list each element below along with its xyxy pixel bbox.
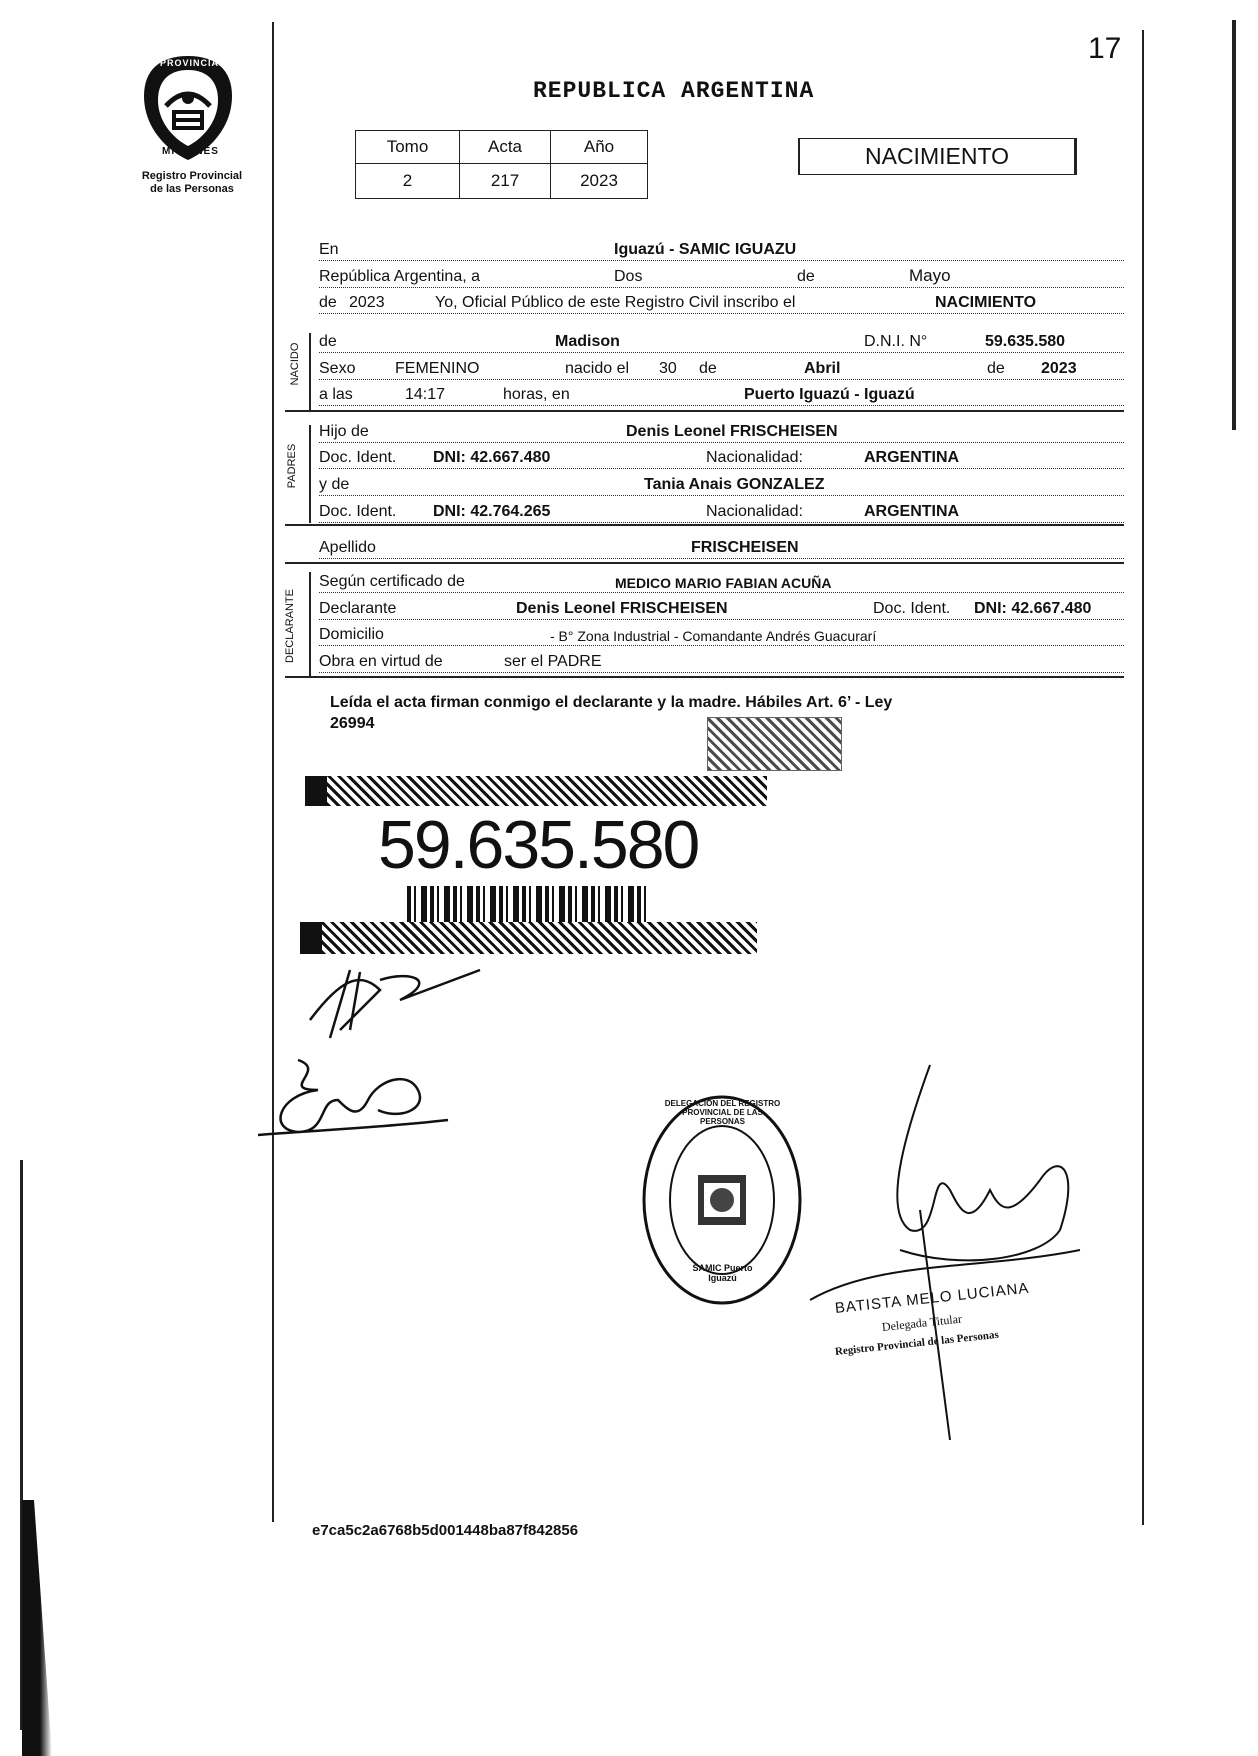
barcode-number: 59.635.580 xyxy=(378,807,699,883)
birth-day: 30 xyxy=(659,360,677,377)
row-hora xyxy=(319,383,1124,406)
official-signature xyxy=(760,1060,1120,1440)
row-mother-doc xyxy=(319,500,1124,523)
nacido-de-label: de xyxy=(319,333,337,350)
emblem-caption-2: de las Personas xyxy=(150,183,234,195)
en-value: Iguazú - SAMIC IGUAZU xyxy=(614,241,797,258)
row-year xyxy=(319,291,1124,314)
declarante-name: Denis Leonel FRISCHEISEN xyxy=(516,600,728,617)
domicilio-label: Domicilio xyxy=(319,626,384,643)
day-value: Dos xyxy=(614,268,643,285)
row-certificado xyxy=(319,570,1124,593)
row-nacido-name xyxy=(319,330,1124,353)
birth-month: Abril xyxy=(804,360,841,377)
closing-line-1: Leída el acta firman conmigo el declarante y la madre. Hábiles Art. 6’ - Ley xyxy=(330,694,893,711)
mother-signature xyxy=(258,1050,458,1140)
obra-label: Obra en virtud de xyxy=(319,653,443,670)
sexo-value: FEMENINO xyxy=(395,360,480,377)
child-name: Madison xyxy=(555,333,620,350)
year-value: 2023 xyxy=(349,294,385,311)
birth-place: Puerto Iguazú - Iguazú xyxy=(744,386,915,403)
birth-de-label: de xyxy=(699,360,717,377)
horas-label: horas, en xyxy=(503,386,570,403)
declarante-bottom-line xyxy=(285,676,1124,678)
obra-value: ser el PADRE xyxy=(504,653,602,670)
tomo-value: 2 xyxy=(356,164,460,199)
nacido-el-label: nacido el xyxy=(565,360,630,377)
father-nat-label: Nacionalidad: xyxy=(706,449,803,466)
de-label: de xyxy=(797,268,815,285)
mother-doc: DNI: 42.764.265 xyxy=(433,503,551,520)
row-domicilio xyxy=(319,623,1124,646)
nacido-divider xyxy=(309,333,311,411)
barcode-top-band xyxy=(305,776,767,806)
scan-shadow-left xyxy=(22,1500,52,1756)
cert-label: Según certificado de xyxy=(319,573,465,590)
nacido-label: NACIDO xyxy=(289,342,301,386)
birth-de-label-2: de xyxy=(987,360,1005,377)
page-number: 17 xyxy=(1088,32,1122,65)
declarante-label-text: Declarante xyxy=(319,600,397,617)
tomo-header: Tomo xyxy=(356,131,460,164)
official-title: Delegada Titular xyxy=(881,1311,963,1334)
father-nationality: ARGENTINA xyxy=(864,449,960,466)
row-declarante xyxy=(319,597,1124,620)
cert-value: MEDICO MARIO FABIAN ACUÑA xyxy=(615,575,832,591)
row-y-de xyxy=(319,473,1124,496)
emblem-bottom-text: MISIONES xyxy=(162,146,219,157)
barcode-bottom-band xyxy=(300,922,757,954)
sexo-label: Sexo xyxy=(319,360,356,377)
acta-value: 217 xyxy=(460,164,551,199)
row-hijo-de xyxy=(319,420,1124,443)
apellido-value: FRISCHEISEN xyxy=(691,539,799,556)
inscribo-label: Yo, Oficial Público de este Registro Civil inscribo el xyxy=(435,294,796,311)
apellido-label: Apellido xyxy=(319,539,376,556)
emblem-caption-1: Registro Provincial xyxy=(141,170,243,182)
a-las-label: a las xyxy=(319,386,353,403)
record-type-box: NACIMIENTO xyxy=(798,138,1077,175)
nacido-bottom-line xyxy=(285,410,1124,412)
declarante-label: DECLARANTE xyxy=(284,589,296,663)
inscribo-value: NACIMIENTO xyxy=(935,294,1037,311)
row-obra xyxy=(319,650,1124,673)
provincial-emblem xyxy=(130,52,246,164)
declarant-signature xyxy=(300,960,500,1040)
anio-value: 2023 xyxy=(551,164,648,199)
mother-doc-label: Doc. Ident. xyxy=(319,503,397,520)
document-hash: e7ca5c2a6768b5d001448ba87f842856 xyxy=(312,1522,579,1539)
padres-label: PADRES xyxy=(286,443,298,489)
tomo-acta-anio-table xyxy=(355,130,648,199)
child-dni: 59.635.580 xyxy=(985,333,1066,350)
acta-header: Acta xyxy=(460,131,551,164)
father-name: Denis Leonel FRISCHEISEN xyxy=(626,423,838,440)
row-en xyxy=(319,238,1124,261)
anio-header: Año xyxy=(551,131,648,164)
declarante-doc: DNI: 42.667.480 xyxy=(974,600,1092,617)
hijo-de-label: Hijo de xyxy=(319,423,369,440)
en-label: En xyxy=(319,241,339,258)
y-de-label: y de xyxy=(319,476,350,493)
left-margin-line xyxy=(272,22,274,1522)
security-stamp-icon xyxy=(707,717,842,771)
dni-label: D.N.I. N° xyxy=(864,333,928,350)
closing-line-2: 26994 xyxy=(330,715,375,732)
declarante-divider xyxy=(309,572,311,677)
seal-ring-text: DELEGACION DEL REGISTRO PROVINCIAL DE LAS PERSONAS xyxy=(664,1099,781,1126)
declarante-doc-label: Doc. Ident. xyxy=(873,600,951,617)
father-doc-label: Doc. Ident. xyxy=(319,449,397,466)
father-doc: DNI: 42.667.480 xyxy=(433,449,551,466)
row-apellido xyxy=(319,536,1124,559)
birth-year: 2023 xyxy=(1041,360,1077,377)
month-value: Mayo xyxy=(909,266,951,285)
mother-name: Tania Anais GONZALEZ xyxy=(644,476,825,493)
mother-nat-label: Nacionalidad: xyxy=(706,503,803,520)
official-office: Registro Provincial de las Personas xyxy=(834,1328,1000,1358)
row-father-doc xyxy=(319,446,1124,469)
mother-nationality: ARGENTINA xyxy=(864,503,960,520)
seal-inner-text: SAMIC Puerto Iguazú xyxy=(692,1263,753,1283)
emblem-top-text: PROVINCIA xyxy=(160,58,220,68)
row-sexo xyxy=(319,357,1124,380)
right-margin-line xyxy=(1142,30,1144,1525)
republica-label: República Argentina, a xyxy=(319,268,480,285)
page-title: REPUBLICA ARGENTINA xyxy=(533,78,815,104)
barcode-label xyxy=(305,776,745,940)
scan-edge-right xyxy=(1232,20,1236,430)
birth-time: 14:17 xyxy=(405,386,446,403)
domicilio-value: - B° Zona Industrial - Comandante Andrés Guacurarí xyxy=(550,628,877,644)
official-name: BATISTA MELO LUCIANA xyxy=(834,1279,1031,1317)
apellido-bottom-line xyxy=(285,562,1124,564)
year-prefix: de xyxy=(319,294,337,311)
row-republica xyxy=(319,265,1124,288)
padres-divider xyxy=(309,425,311,523)
padres-bottom-line xyxy=(285,524,1124,526)
